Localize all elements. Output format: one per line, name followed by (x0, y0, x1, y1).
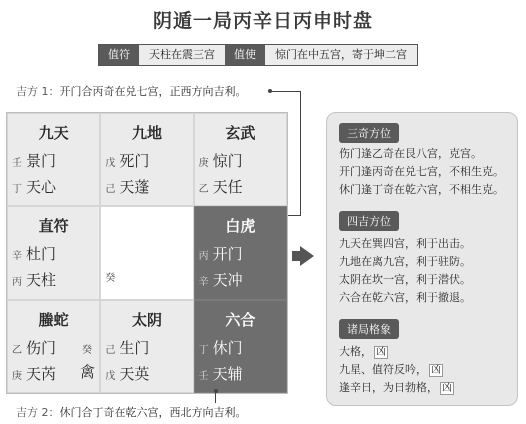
sanqi-heading: 三奇方位 (339, 123, 399, 143)
page-title: 阴遁一局丙辛日丙申时盘 (152, 10, 373, 32)
palace-grid (6, 112, 288, 394)
palace-cell (7, 300, 100, 393)
siji-line: 六合在乾六宫，利于撤退。 (339, 291, 471, 304)
palace-god: 九地 (131, 124, 162, 142)
star-name: 天心 (26, 178, 57, 196)
gate-name: 惊门 (212, 152, 243, 170)
palace-god: 直符 (38, 217, 69, 236)
geju-text: 九星、值符反吟， (339, 363, 427, 376)
star-name: 天任 (212, 178, 243, 196)
qin-star: 禽 (80, 362, 96, 381)
center-stem: 癸 (105, 273, 116, 285)
geju-text: 逢辛日，为日勃格， (339, 381, 438, 394)
palace-god: 六合 (225, 310, 256, 329)
geju-text: 大格， (339, 345, 372, 358)
summary-panel (326, 112, 518, 406)
star-name: 天蓬 (119, 178, 150, 196)
earth-stem: 丙 (12, 277, 22, 289)
verdict-badge: 凶 (376, 347, 386, 358)
siji-line: 九天在巽四宫，利于出击。 (339, 237, 471, 250)
gate-name: 死门 (119, 152, 150, 170)
auspicious-note-1 (16, 83, 247, 99)
geju-line (339, 379, 456, 395)
geju-heading: 诸局格象 (339, 319, 399, 339)
palace-cell (100, 300, 193, 393)
duty-bar (98, 44, 418, 66)
leader-line (270, 91, 300, 92)
zhishi-value: 惊门在中五宫，寄于坤二宫 (265, 45, 417, 65)
heaven-stem: 丁 (198, 344, 209, 356)
palace-god: 太阴 (131, 310, 162, 329)
palace-cell (194, 300, 287, 393)
palace-cell (100, 113, 193, 206)
heaven-stem: 壬 (12, 158, 22, 169)
earth-stem: 壬 (198, 370, 209, 382)
leader-line (215, 389, 216, 403)
note-2-text: 休门合丁奇在乾六宫，西北方向吉利。 (59, 406, 247, 419)
star-name: 天芮 (26, 364, 57, 383)
earth-stem: 乙 (198, 184, 209, 195)
siji-heading: 四吉方位 (339, 211, 399, 231)
heaven-stem: 乙 (12, 344, 22, 356)
note-2-label: 吉方 2： (16, 406, 60, 419)
star-name: 天辅 (212, 364, 243, 383)
center-palace (100, 206, 193, 299)
sanqi-line: 休门逢丁奇在乾六宫，不相生克。 (339, 183, 504, 196)
palace-god: 九天 (38, 124, 69, 142)
siji-line: 太阴在坎一宫，利于潜伏。 (339, 273, 471, 286)
palace-god: 螣蛇 (38, 310, 69, 329)
palace-cell (7, 113, 100, 206)
auspicious-note-2 (16, 404, 247, 420)
gate-name: 杜门 (26, 245, 57, 264)
earth-stem: 己 (105, 184, 116, 195)
heaven-stem: 辛 (12, 251, 22, 263)
verdict-badge: 凶 (431, 365, 441, 376)
gate-name: 休门 (212, 338, 243, 357)
heaven-stem: 戊 (105, 158, 116, 169)
extra-stem: 癸 (82, 344, 92, 356)
heaven-stem: 庚 (198, 158, 209, 169)
earth-stem: 戊 (105, 370, 116, 382)
gate-name: 伤门 (26, 338, 57, 357)
star-name: 天柱 (26, 271, 57, 290)
palace-cell (7, 206, 100, 299)
earth-stem: 庚 (12, 370, 22, 382)
star-name: 天英 (119, 364, 150, 383)
palace-cell (194, 206, 287, 299)
arrow-icon (300, 246, 314, 266)
sanqi-line: 开门逢丙奇在兑七宫，不相生克。 (339, 165, 504, 178)
siji-line: 九地在离九宫，利于驻防。 (339, 255, 471, 268)
heaven-stem: 丙 (198, 251, 209, 263)
geju-line (339, 361, 445, 377)
palace-god: 玄武 (225, 124, 256, 142)
gate-name: 生门 (119, 338, 150, 357)
star-name: 天冲 (212, 271, 243, 290)
gate-name: 开门 (212, 245, 243, 264)
zhishi-tag: 值使 (225, 45, 265, 65)
palace-god: 白虎 (225, 217, 256, 236)
verdict-badge: 凶 (442, 383, 452, 394)
zhifu-value: 天柱在震三宫 (139, 45, 225, 65)
geju-line (339, 343, 390, 359)
gate-name: 景门 (26, 152, 57, 170)
zhifu-tag: 值符 (99, 45, 139, 65)
leader-line (300, 91, 301, 215)
earth-stem: 辛 (198, 277, 209, 289)
heaven-stem: 己 (105, 344, 116, 356)
earth-stem: 丁 (12, 184, 22, 195)
note-1-label: 吉方 1： (16, 85, 60, 98)
palace-cell (194, 113, 287, 206)
note-1-text: 开门合丙奇在兑七宫，正西方向吉利。 (59, 85, 247, 98)
sanqi-line: 伤门逢乙奇在艮八宫，克宫。 (339, 147, 482, 160)
